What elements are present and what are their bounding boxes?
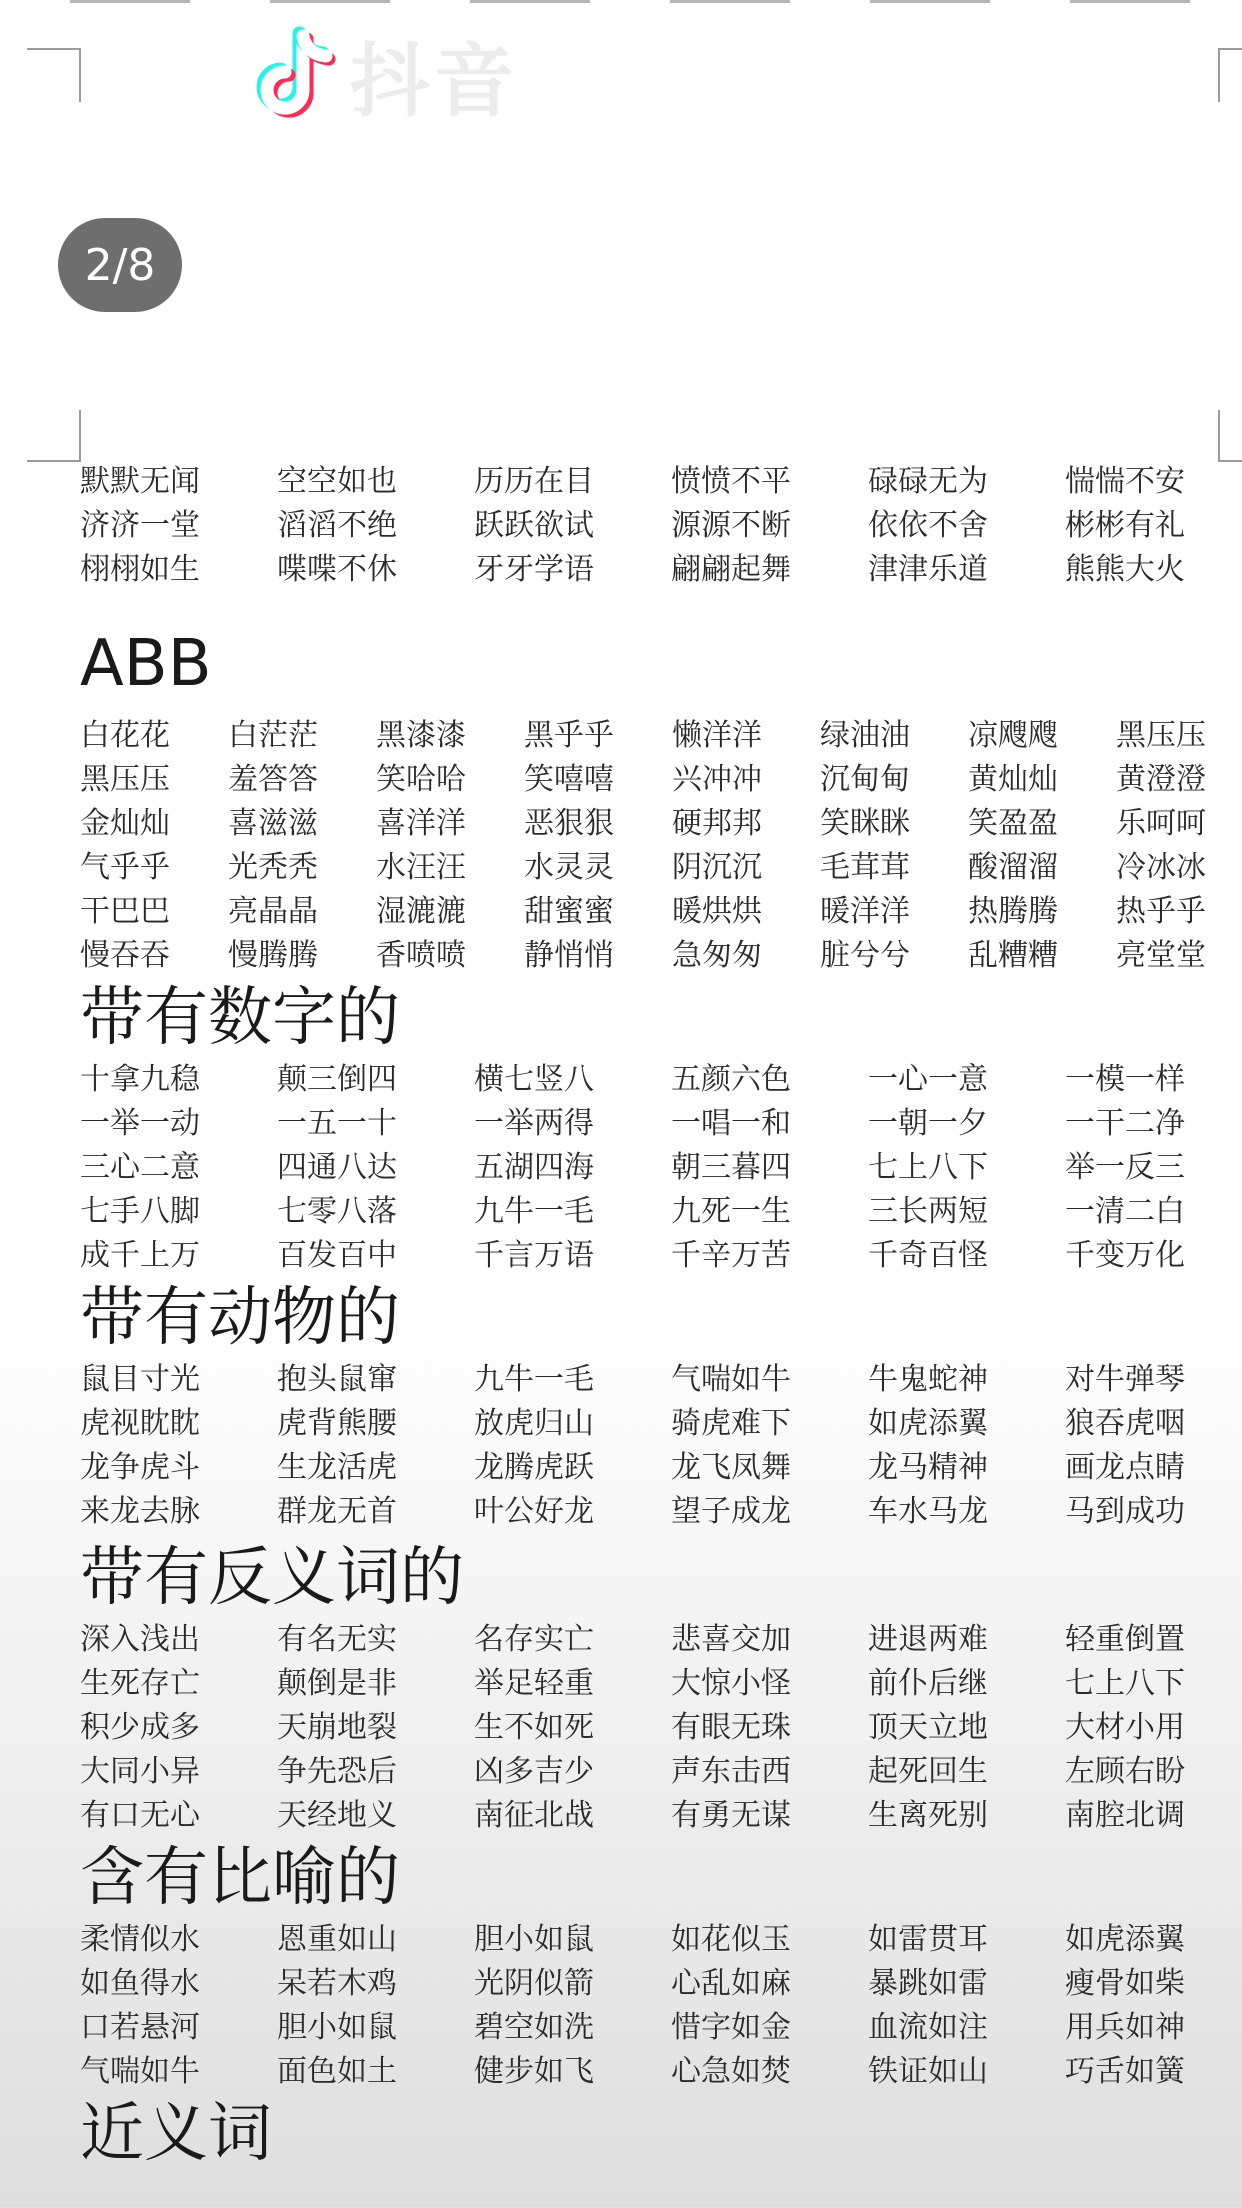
idiom-item: 来龙去脉 — [80, 1494, 200, 1529]
idiom-item: 画龙点睛 — [1065, 1450, 1185, 1485]
idiom-item: 七零八落 — [277, 1194, 397, 1229]
idiom-item: 甜蜜蜜 — [524, 894, 614, 929]
section-heading-animals: 带有动物的 — [80, 1281, 400, 1355]
idiom-item: 惜字如金 — [671, 2010, 791, 2045]
idiom-item: 千辛万苦 — [671, 1238, 791, 1273]
idiom-item: 气乎乎 — [80, 850, 170, 885]
idiom-grid-antonyms — [80, 1618, 1242, 1838]
idiom-item: 进退两难 — [868, 1622, 988, 1657]
idiom-item: 有名无实 — [277, 1622, 397, 1657]
idiom-grid-numbers — [80, 1058, 1242, 1278]
idiom-item: 阴沉沉 — [672, 850, 762, 885]
idiom-item: 用兵如神 — [1065, 2010, 1185, 2045]
idiom-item: 放虎归山 — [474, 1406, 594, 1441]
idiom-item: 狼吞虎咽 — [1065, 1406, 1185, 1441]
idiom-item: 兴冲冲 — [672, 762, 762, 797]
idiom-item: 笑眯眯 — [820, 806, 910, 841]
idiom-item: 黑压压 — [1116, 718, 1206, 753]
idiom-item: 鼠目寸光 — [80, 1362, 200, 1397]
idiom-item: 举一反三 — [1065, 1150, 1185, 1185]
idiom-item: 水汪汪 — [376, 850, 466, 885]
idiom-item: 熊熊大火 — [1065, 552, 1185, 587]
idiom-item: 源源不断 — [671, 508, 791, 543]
idiom-item: 南征北战 — [474, 1798, 594, 1833]
idiom-item: 翩翩起舞 — [671, 552, 791, 587]
idiom-item: 津津乐道 — [868, 552, 988, 587]
idiom-item: 一清二白 — [1065, 1194, 1185, 1229]
idiom-item: 巧舌如簧 — [1065, 2054, 1185, 2089]
idiom-item: 空空如也 — [277, 464, 397, 499]
idiom-item: 凉飕飕 — [968, 718, 1058, 753]
idiom-item: 凶多吉少 — [474, 1754, 594, 1789]
section-heading-antonyms: 带有反义词的 — [80, 1541, 464, 1615]
idiom-item: 虎视眈眈 — [80, 1406, 200, 1441]
idiom-item: 千奇百怪 — [868, 1238, 988, 1273]
idiom-item: 声东击西 — [671, 1754, 791, 1789]
idiom-item: 成千上万 — [80, 1238, 200, 1273]
idiom-item: 左顾右盼 — [1065, 1754, 1185, 1789]
idiom-item: 愤愤不平 — [671, 464, 791, 499]
idiom-item: 光秃秃 — [228, 850, 318, 885]
idiom-item: 三心二意 — [80, 1150, 200, 1185]
idiom-item: 抱头鼠窜 — [277, 1362, 397, 1397]
idiom-item: 马到成功 — [1065, 1494, 1185, 1529]
idiom-item: 笑哈哈 — [376, 762, 466, 797]
idiom-item: 栩栩如生 — [80, 552, 200, 587]
idiom-item: 如虎添翼 — [1065, 1922, 1185, 1957]
idiom-item: 龙争虎斗 — [80, 1450, 200, 1485]
idiom-item: 水灵灵 — [524, 850, 614, 885]
idiom-item: 笑盈盈 — [968, 806, 1058, 841]
idiom-item: 大材小用 — [1065, 1710, 1185, 1745]
idiom-item: 彬彬有礼 — [1065, 508, 1185, 543]
idiom-item: 叶公好龙 — [474, 1494, 594, 1529]
idiom-item: 四通八达 — [277, 1150, 397, 1185]
idiom-item: 一唱一和 — [671, 1106, 791, 1141]
crop-mark-top-right — [1218, 48, 1242, 102]
page-indicator-badge: 2/8 — [58, 218, 182, 312]
idiom-item: 跃跃欲试 — [474, 508, 594, 543]
idiom-item: 喜滋滋 — [228, 806, 318, 841]
idiom-item: 黑压压 — [80, 762, 170, 797]
idiom-item: 暴跳如雷 — [868, 1966, 988, 2001]
idiom-item: 七手八脚 — [80, 1194, 200, 1229]
idiom-item: 笑嘻嘻 — [524, 762, 614, 797]
section-heading-synonyms: 近义词 — [80, 2097, 272, 2171]
idiom-item: 血流如注 — [868, 2010, 988, 2045]
idiom-item: 天经地义 — [277, 1798, 397, 1833]
idiom-item: 对牛弹琴 — [1065, 1362, 1185, 1397]
idiom-item: 急匆匆 — [672, 938, 762, 973]
idiom-item: 脏兮兮 — [820, 938, 910, 973]
crop-mark-top-left — [27, 48, 81, 102]
idiom-item: 恶狠狠 — [524, 806, 614, 841]
idiom-item: 一五一十 — [277, 1106, 397, 1141]
idiom-item: 十拿九稳 — [80, 1062, 200, 1097]
idiom-item: 颠三倒四 — [277, 1062, 397, 1097]
idiom-item: 南腔北调 — [1065, 1798, 1185, 1833]
idiom-item: 黄灿灿 — [968, 762, 1058, 797]
idiom-item: 一举一动 — [80, 1106, 200, 1141]
idiom-item: 车水马龙 — [868, 1494, 988, 1529]
idiom-item: 名存实亡 — [474, 1622, 594, 1657]
idiom-item: 五颜六色 — [671, 1062, 791, 1097]
idiom-item: 如雷贯耳 — [868, 1922, 988, 1957]
idiom-item: 有眼无珠 — [671, 1710, 791, 1745]
idiom-item: 大同小异 — [80, 1754, 200, 1789]
idiom-item: 心乱如麻 — [671, 1966, 791, 2001]
idiom-item: 喜洋洋 — [376, 806, 466, 841]
idiom-item: 虎背熊腰 — [277, 1406, 397, 1441]
idiom-item: 香喷喷 — [376, 938, 466, 973]
idiom-item: 热乎乎 — [1116, 894, 1206, 929]
idiom-item: 龙腾虎跃 — [474, 1450, 594, 1485]
idiom-item: 冷冰冰 — [1116, 850, 1206, 885]
logo-name: 抖音 — [350, 34, 518, 128]
idiom-grid-metaphors — [80, 1918, 1242, 2094]
idiom-item: 慢腾腾 — [228, 938, 318, 973]
idiom-item: 默默无闻 — [80, 464, 200, 499]
idiom-item: 羞答答 — [228, 762, 318, 797]
idiom-grid-animals — [80, 1358, 1242, 1534]
idiom-item: 七上八下 — [1065, 1666, 1185, 1701]
idiom-item: 生龙活虎 — [277, 1450, 397, 1485]
idiom-item: 历历在目 — [474, 464, 594, 499]
idiom-item: 千变万化 — [1065, 1238, 1185, 1273]
word-grid-abb — [80, 714, 1242, 978]
idiom-item: 沉甸甸 — [820, 762, 910, 797]
idiom-item: 生不如死 — [474, 1710, 594, 1745]
idiom-item: 济济一堂 — [80, 508, 200, 543]
idiom-item: 黑乎乎 — [524, 718, 614, 753]
idiom-item: 如虎添翼 — [868, 1406, 988, 1441]
idiom-item: 有勇无谋 — [671, 1798, 791, 1833]
idiom-item: 口若悬河 — [80, 2010, 200, 2045]
idiom-item: 依依不舍 — [868, 508, 988, 543]
tiktok-note-icon — [256, 24, 336, 124]
idiom-item: 横七竖八 — [474, 1062, 594, 1097]
idiom-item: 龙飞凤舞 — [671, 1450, 791, 1485]
idiom-grid-aabb — [80, 460, 1242, 592]
idiom-item: 暖烘烘 — [672, 894, 762, 929]
idiom-item: 健步如飞 — [474, 2054, 594, 2089]
idiom-item: 九死一生 — [671, 1194, 791, 1229]
crop-mark-bottom-left — [27, 410, 81, 462]
idiom-item: 一举两得 — [474, 1106, 594, 1141]
idiom-item: 胆小如鼠 — [474, 1922, 594, 1957]
idiom-item: 胆小如鼠 — [277, 2010, 397, 2045]
idiom-item: 铁证如山 — [868, 2054, 988, 2089]
idiom-item: 滔滔不绝 — [277, 508, 397, 543]
idiom-item: 轻重倒置 — [1065, 1622, 1185, 1657]
idiom-item: 颠倒是非 — [277, 1666, 397, 1701]
idiom-item: 热腾腾 — [968, 894, 1058, 929]
idiom-item: 慢吞吞 — [80, 938, 170, 973]
previous-page-text-strip — [0, 0, 1242, 10]
idiom-item: 湿漉漉 — [376, 894, 466, 929]
idiom-item: 绿油油 — [820, 718, 910, 753]
idiom-item: 白茫茫 — [228, 718, 318, 753]
idiom-item: 静悄悄 — [524, 938, 614, 973]
idiom-item: 乱糟糟 — [968, 938, 1058, 973]
idiom-item: 硬邦邦 — [672, 806, 762, 841]
idiom-item: 碧空如洗 — [474, 2010, 594, 2045]
idiom-item: 酸溜溜 — [968, 850, 1058, 885]
idiom-item: 喋喋不休 — [277, 552, 397, 587]
idiom-item: 悲喜交加 — [671, 1622, 791, 1657]
douyin-logo — [256, 24, 518, 128]
idiom-item: 惴惴不安 — [1065, 464, 1185, 499]
idiom-item: 金灿灿 — [80, 806, 170, 841]
idiom-item: 黄澄澄 — [1116, 762, 1206, 797]
idiom-item: 亮晶晶 — [228, 894, 318, 929]
idiom-item: 牙牙学语 — [474, 552, 594, 587]
idiom-item: 光阴似箭 — [474, 1966, 594, 2001]
idiom-item: 举足轻重 — [474, 1666, 594, 1701]
idiom-item: 如鱼得水 — [80, 1966, 200, 2001]
idiom-item: 望子成龙 — [671, 1494, 791, 1529]
section-heading-abb: ABB — [80, 627, 212, 701]
idiom-item: 积少成多 — [80, 1710, 200, 1745]
idiom-item: 顶天立地 — [868, 1710, 988, 1745]
idiom-item: 心急如焚 — [671, 2054, 791, 2089]
idiom-item: 龙马精神 — [868, 1450, 988, 1485]
idiom-item: 前仆后继 — [868, 1666, 988, 1701]
idiom-item: 起死回生 — [868, 1754, 988, 1789]
idiom-item: 一朝一夕 — [868, 1106, 988, 1141]
idiom-item: 气喘如牛 — [80, 2054, 200, 2089]
idiom-item: 黑漆漆 — [376, 718, 466, 753]
idiom-item: 百发百中 — [277, 1238, 397, 1273]
idiom-item: 七上八下 — [868, 1150, 988, 1185]
idiom-item: 九牛一毛 — [474, 1194, 594, 1229]
idiom-item: 乐呵呵 — [1116, 806, 1206, 841]
idiom-item: 朝三暮四 — [671, 1150, 791, 1185]
idiom-item: 五湖四海 — [474, 1150, 594, 1185]
idiom-item: 三长两短 — [868, 1194, 988, 1229]
idiom-item: 骑虎难下 — [671, 1406, 791, 1441]
idiom-item: 瘦骨如柴 — [1065, 1966, 1185, 2001]
idiom-item: 一干二净 — [1065, 1106, 1185, 1141]
idiom-item: 群龙无首 — [277, 1494, 397, 1529]
idiom-item: 争先恐后 — [277, 1754, 397, 1789]
idiom-item: 牛鬼蛇神 — [868, 1362, 988, 1397]
idiom-item: 九牛一毛 — [474, 1362, 594, 1397]
idiom-item: 亮堂堂 — [1116, 938, 1206, 973]
idiom-item: 懒洋洋 — [672, 718, 762, 753]
idiom-item: 大惊小怪 — [671, 1666, 791, 1701]
idiom-item: 碌碌无为 — [868, 464, 988, 499]
idiom-item: 毛茸茸 — [820, 850, 910, 885]
idiom-item: 一心一意 — [868, 1062, 988, 1097]
idiom-item: 千言万语 — [474, 1238, 594, 1273]
idiom-item: 柔情似水 — [80, 1922, 200, 1957]
idiom-item: 有口无心 — [80, 1798, 200, 1833]
idiom-item: 气喘如牛 — [671, 1362, 791, 1397]
section-heading-numbers: 带有数字的 — [80, 981, 400, 1055]
idiom-item: 面色如土 — [277, 2054, 397, 2089]
idiom-item: 深入浅出 — [80, 1622, 200, 1657]
idiom-item: 白花花 — [80, 718, 170, 753]
idiom-item: 生死存亡 — [80, 1666, 200, 1701]
idiom-item: 呆若木鸡 — [277, 1966, 397, 2001]
idiom-item: 天崩地裂 — [277, 1710, 397, 1745]
idiom-item: 生离死别 — [868, 1798, 988, 1833]
crop-mark-bottom-right — [1218, 410, 1242, 462]
idiom-item: 一模一样 — [1065, 1062, 1185, 1097]
idiom-item: 暖洋洋 — [820, 894, 910, 929]
idiom-item: 干巴巴 — [80, 894, 170, 929]
idiom-item: 恩重如山 — [277, 1922, 397, 1957]
section-heading-metaphors: 含有比喻的 — [80, 1841, 400, 1915]
idiom-item: 如花似玉 — [671, 1922, 791, 1957]
